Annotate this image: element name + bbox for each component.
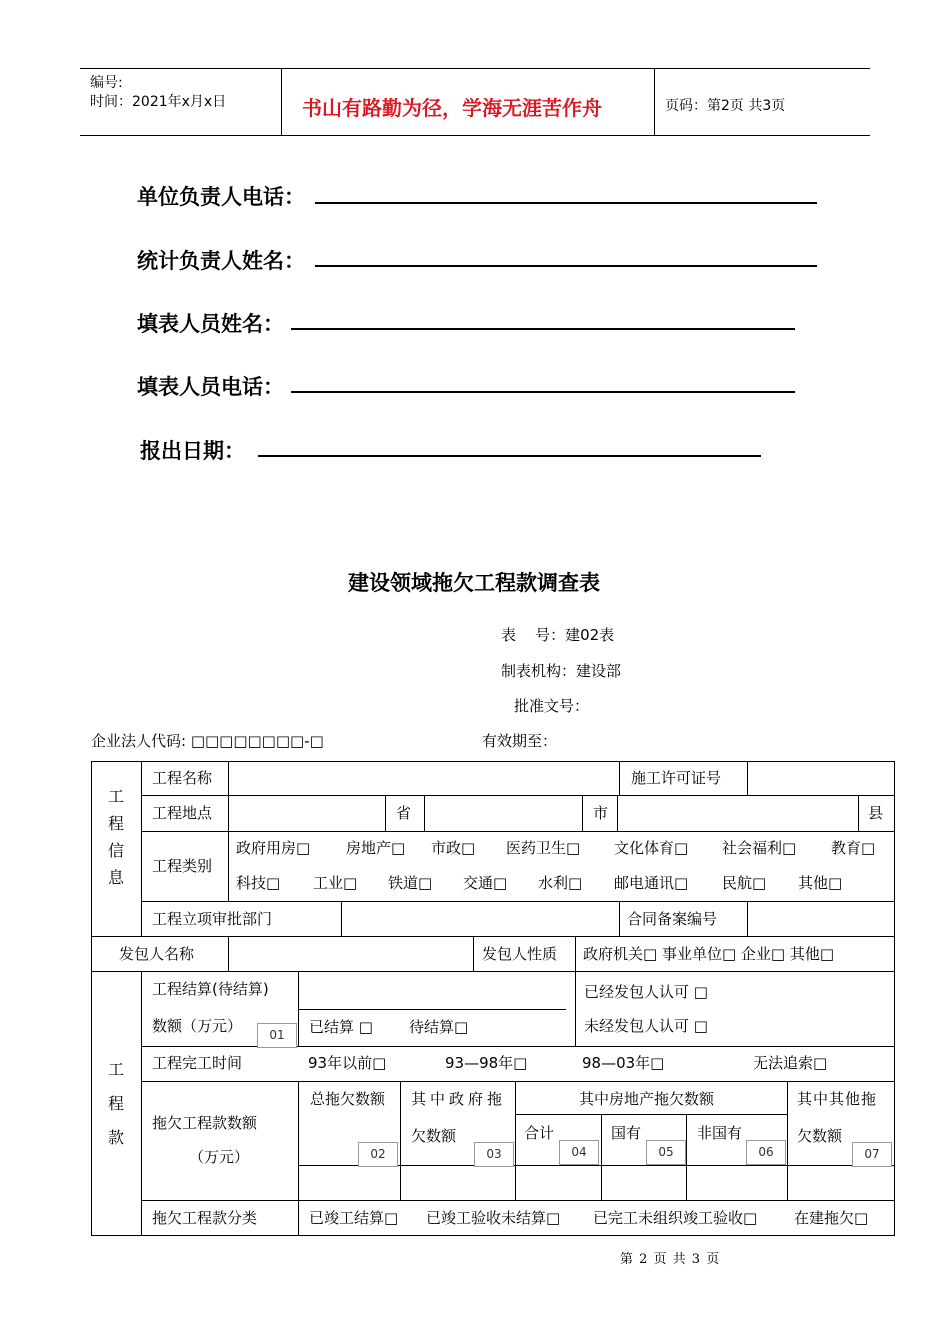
sum-label: 合计 bbox=[524, 1124, 555, 1142]
fill-line[interactable] bbox=[315, 265, 817, 267]
header-top-rule bbox=[80, 68, 870, 69]
header-motto: 书山有路勤为径，学海无涯苦作舟 bbox=[302, 96, 602, 120]
classification-label: 拖欠工程款分类 bbox=[152, 1209, 258, 1227]
header-divider bbox=[654, 68, 655, 136]
field-code: 01 bbox=[257, 1023, 297, 1048]
approval-dept-label: 工程立项审批部门 bbox=[152, 910, 273, 928]
category-option[interactable]: 文化体育□ bbox=[614, 839, 689, 857]
county-label: 县 bbox=[868, 804, 884, 822]
category-option[interactable]: 医药卫生□ bbox=[506, 839, 581, 857]
client-type-options[interactable]: 政府机关□ 事业单位□ 企业□ 其他□ bbox=[583, 945, 834, 963]
arrears-unit-label: （万元） bbox=[189, 1148, 250, 1166]
province-label: 省 bbox=[396, 804, 412, 822]
other-arrears-label: 欠数额 bbox=[797, 1127, 843, 1145]
finish-time-option[interactable]: 93—98年□ bbox=[445, 1054, 528, 1072]
category-option[interactable]: 工业□ bbox=[313, 874, 358, 892]
category-option[interactable]: 民航□ bbox=[722, 874, 767, 892]
form-org: 制表机构：建设部 bbox=[501, 662, 622, 680]
contact-label: 单位负责人电话： bbox=[137, 185, 305, 209]
classification-option[interactable]: 已完工未组织竣工验收□ bbox=[593, 1209, 758, 1227]
gov-arrears-label: 其中政府拖 bbox=[411, 1090, 507, 1108]
fill-line[interactable] bbox=[315, 202, 817, 204]
contact-label: 填表人员电话： bbox=[137, 375, 284, 399]
gov-arrears-label: 欠数额 bbox=[411, 1127, 457, 1145]
classification-option[interactable]: 已竣工结算□ bbox=[309, 1209, 399, 1227]
legal-code: 企业法人代码: □□□□□□□□-□ bbox=[91, 732, 324, 750]
settlement-label: 工程结算(待结算) bbox=[152, 980, 269, 998]
contact-label: 报出日期： bbox=[140, 439, 245, 463]
confirmed-checkbox[interactable]: 已经发包人认可 □ bbox=[584, 983, 708, 1001]
field-code: 05 bbox=[646, 1140, 686, 1165]
classification-option[interactable]: 在建拖欠□ bbox=[794, 1209, 869, 1227]
client-name-label: 发包人名称 bbox=[119, 945, 195, 963]
settlement-unit-label: 数额（万元） bbox=[152, 1017, 243, 1035]
category-option[interactable]: 政府用房□ bbox=[236, 839, 311, 857]
header-divider bbox=[281, 68, 282, 136]
contact-label: 填表人员姓名： bbox=[137, 312, 284, 336]
category-option[interactable]: 市政□ bbox=[431, 839, 476, 857]
arrears-label: 拖欠工程款数额 bbox=[152, 1114, 258, 1132]
client-type-label: 发包人性质 bbox=[482, 945, 558, 963]
category-option[interactable]: 其他□ bbox=[798, 874, 843, 892]
contact-label: 统计负责人姓名： bbox=[137, 249, 305, 273]
header-time-label: 时间：2021年x月x日 bbox=[90, 94, 227, 110]
pending-checkbox[interactable]: 待结算□ bbox=[409, 1018, 469, 1036]
field-code: 06 bbox=[746, 1140, 786, 1165]
unconfirmed-checkbox[interactable]: 未经发包人认可 □ bbox=[584, 1017, 708, 1035]
field-code: 04 bbox=[559, 1140, 599, 1165]
header-bottom-rule bbox=[80, 135, 870, 136]
project-name-label: 工程名称 bbox=[152, 769, 213, 787]
form-table-no: 表 号：建02表 bbox=[501, 626, 615, 644]
category-label: 工程类别 bbox=[152, 857, 213, 875]
settled-checkbox[interactable]: 已结算 □ bbox=[309, 1018, 373, 1036]
category-option[interactable]: 社会福利□ bbox=[722, 839, 797, 857]
city-label: 市 bbox=[593, 804, 609, 822]
state-label: 国有 bbox=[611, 1124, 642, 1142]
category-option[interactable]: 交通□ bbox=[463, 874, 508, 892]
category-option[interactable]: 科技□ bbox=[236, 874, 281, 892]
page-footer: 第 2 页 共 3 页 bbox=[620, 1252, 721, 1267]
section-label-payment: 工程款 bbox=[108, 1060, 125, 1147]
fill-line[interactable] bbox=[291, 328, 795, 330]
fill-line[interactable] bbox=[291, 391, 795, 393]
finish-time-option[interactable]: 无法追索□ bbox=[753, 1054, 828, 1072]
finish-time-option[interactable]: 93年以前□ bbox=[308, 1054, 387, 1072]
contract-record-label: 合同备案编号 bbox=[627, 910, 718, 928]
field-code: 07 bbox=[852, 1142, 892, 1167]
header-number-label: 编号: bbox=[90, 75, 123, 91]
other-arrears-label: 其中其他拖 bbox=[797, 1090, 878, 1108]
fill-line[interactable] bbox=[258, 455, 761, 457]
finish-time-option[interactable]: 98—03年□ bbox=[582, 1054, 665, 1072]
field-code: 03 bbox=[474, 1142, 514, 1167]
permit-no-label: 施工许可证号 bbox=[631, 769, 722, 787]
category-option[interactable]: 房地产□ bbox=[346, 839, 406, 857]
category-option[interactable]: 邮电通讯□ bbox=[614, 874, 689, 892]
finish-time-label: 工程完工时间 bbox=[152, 1054, 243, 1072]
survey-table bbox=[91, 761, 895, 1236]
category-option[interactable]: 教育□ bbox=[831, 839, 876, 857]
form-title: 建设领域拖欠工程款调查表 bbox=[348, 571, 600, 595]
category-option[interactable]: 铁道□ bbox=[388, 874, 433, 892]
project-location-label: 工程地点 bbox=[152, 804, 213, 822]
field-code: 02 bbox=[358, 1142, 398, 1167]
total-arrears-label: 总拖欠数额 bbox=[310, 1090, 386, 1108]
realestate-arrears-label: 其中房地产拖欠数额 bbox=[579, 1090, 715, 1108]
form-approval: 批准文号： bbox=[514, 697, 590, 715]
section-label-project-info: 工程信息 bbox=[108, 787, 125, 887]
valid-until: 有效期至： bbox=[482, 732, 558, 750]
nonstate-label: 非国有 bbox=[697, 1124, 743, 1142]
header-page-info: 页码：第2页 共3页 bbox=[665, 98, 786, 114]
category-option[interactable]: 水利□ bbox=[538, 874, 583, 892]
classification-option[interactable]: 已竣工验收未结算□ bbox=[426, 1209, 561, 1227]
